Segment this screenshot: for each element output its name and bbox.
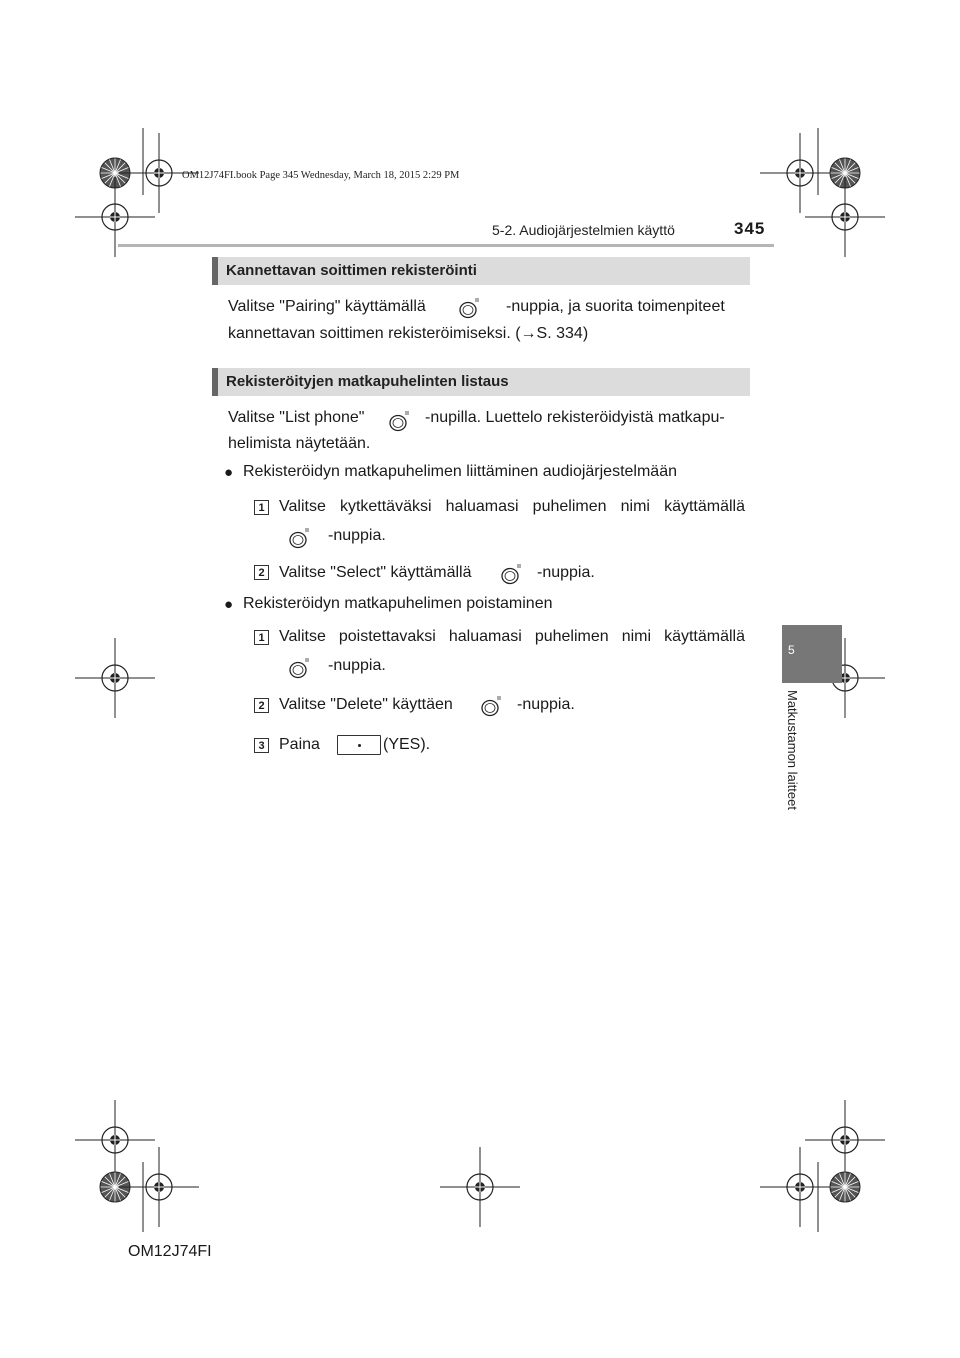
list-phone-text-2: helimista näytetään. — [228, 435, 371, 452]
step-number-badge: 2 — [254, 698, 269, 713]
delete-step-2-text-a: Valitse "Delete" käyttäen — [279, 696, 453, 713]
bullet-icon: ● — [224, 596, 234, 613]
section-title: 5-2. Audiojärjestelmien käyttö — [492, 222, 675, 238]
tune-knob-icon — [500, 563, 522, 585]
delete-step-1-cont: -nuppia. — [328, 657, 386, 674]
list-phone-text-b: -nupilla. Luettelo rekisteröidyistä matkapu- — [425, 409, 725, 426]
tune-knob-icon — [388, 410, 410, 432]
pairing-text-2: kannettavan soittimen rekisteröimiseksi. (→S. 334) — [228, 325, 589, 342]
header-rule — [118, 244, 774, 247]
connect-step-2-text-b: -nuppia. — [537, 564, 595, 581]
tune-knob-icon — [288, 527, 310, 549]
list-phone-text-a: Valitse "List phone" — [228, 409, 365, 426]
document-code: OM12J74FI — [128, 1243, 212, 1260]
bullet-icon: ● — [224, 464, 234, 481]
tune-knob-icon — [288, 657, 310, 679]
connect-step-1-cont: -nuppia. — [328, 527, 386, 544]
section-heading-pairing: Kannettavan soittimen rekisteröinti — [212, 257, 750, 285]
step-number-badge: 3 — [254, 738, 269, 753]
connect-step-2-text-a: Valitse "Select" käyttämällä — [279, 564, 472, 581]
delete-step-3-text-b: (YES). — [383, 736, 431, 753]
step-number-badge: 1 — [254, 500, 269, 515]
section-heading-list-phone: Rekisteröityjen matkapuhelinten listaus — [212, 368, 750, 396]
delete-step-2-text-b: -nuppia. — [517, 696, 575, 713]
bullet-connect-text: Rekisteröidyn matkapuhelimen liittäminen audiojärjestelmään — [243, 463, 677, 480]
bullet-delete-text: Rekisteröidyn matkapuhelimen poistaminen — [243, 595, 553, 612]
chapter-label: Matkustamon laitteet — [785, 690, 800, 810]
connect-step-1-text: Valitse kytkettäväksi haluamasi puhelimen nimi käyttämällä — [279, 498, 745, 515]
book-info: OM12J74FI.book Page 345 Wednesday, March 18, 2015 2:29 PM — [182, 170, 460, 181]
preset-button-icon — [337, 735, 381, 755]
page-number: 345 — [734, 219, 766, 238]
delete-step-3-text-a: Paina — [279, 736, 320, 753]
tune-knob-icon — [480, 695, 502, 717]
step-number-badge: 1 — [254, 630, 269, 645]
pairing-text-a: Valitse "Pairing" käyttämällä — [228, 298, 426, 315]
step-number-badge: 2 — [254, 565, 269, 580]
tune-knob-icon — [458, 297, 480, 319]
chapter-number: 5 — [788, 643, 795, 657]
delete-step-1-text: Valitse poistettavaksi haluamasi puhelimen nimi käyttämällä — [279, 628, 745, 645]
pairing-text-b: -nuppia, ja suorita toimenpiteet — [506, 298, 725, 315]
